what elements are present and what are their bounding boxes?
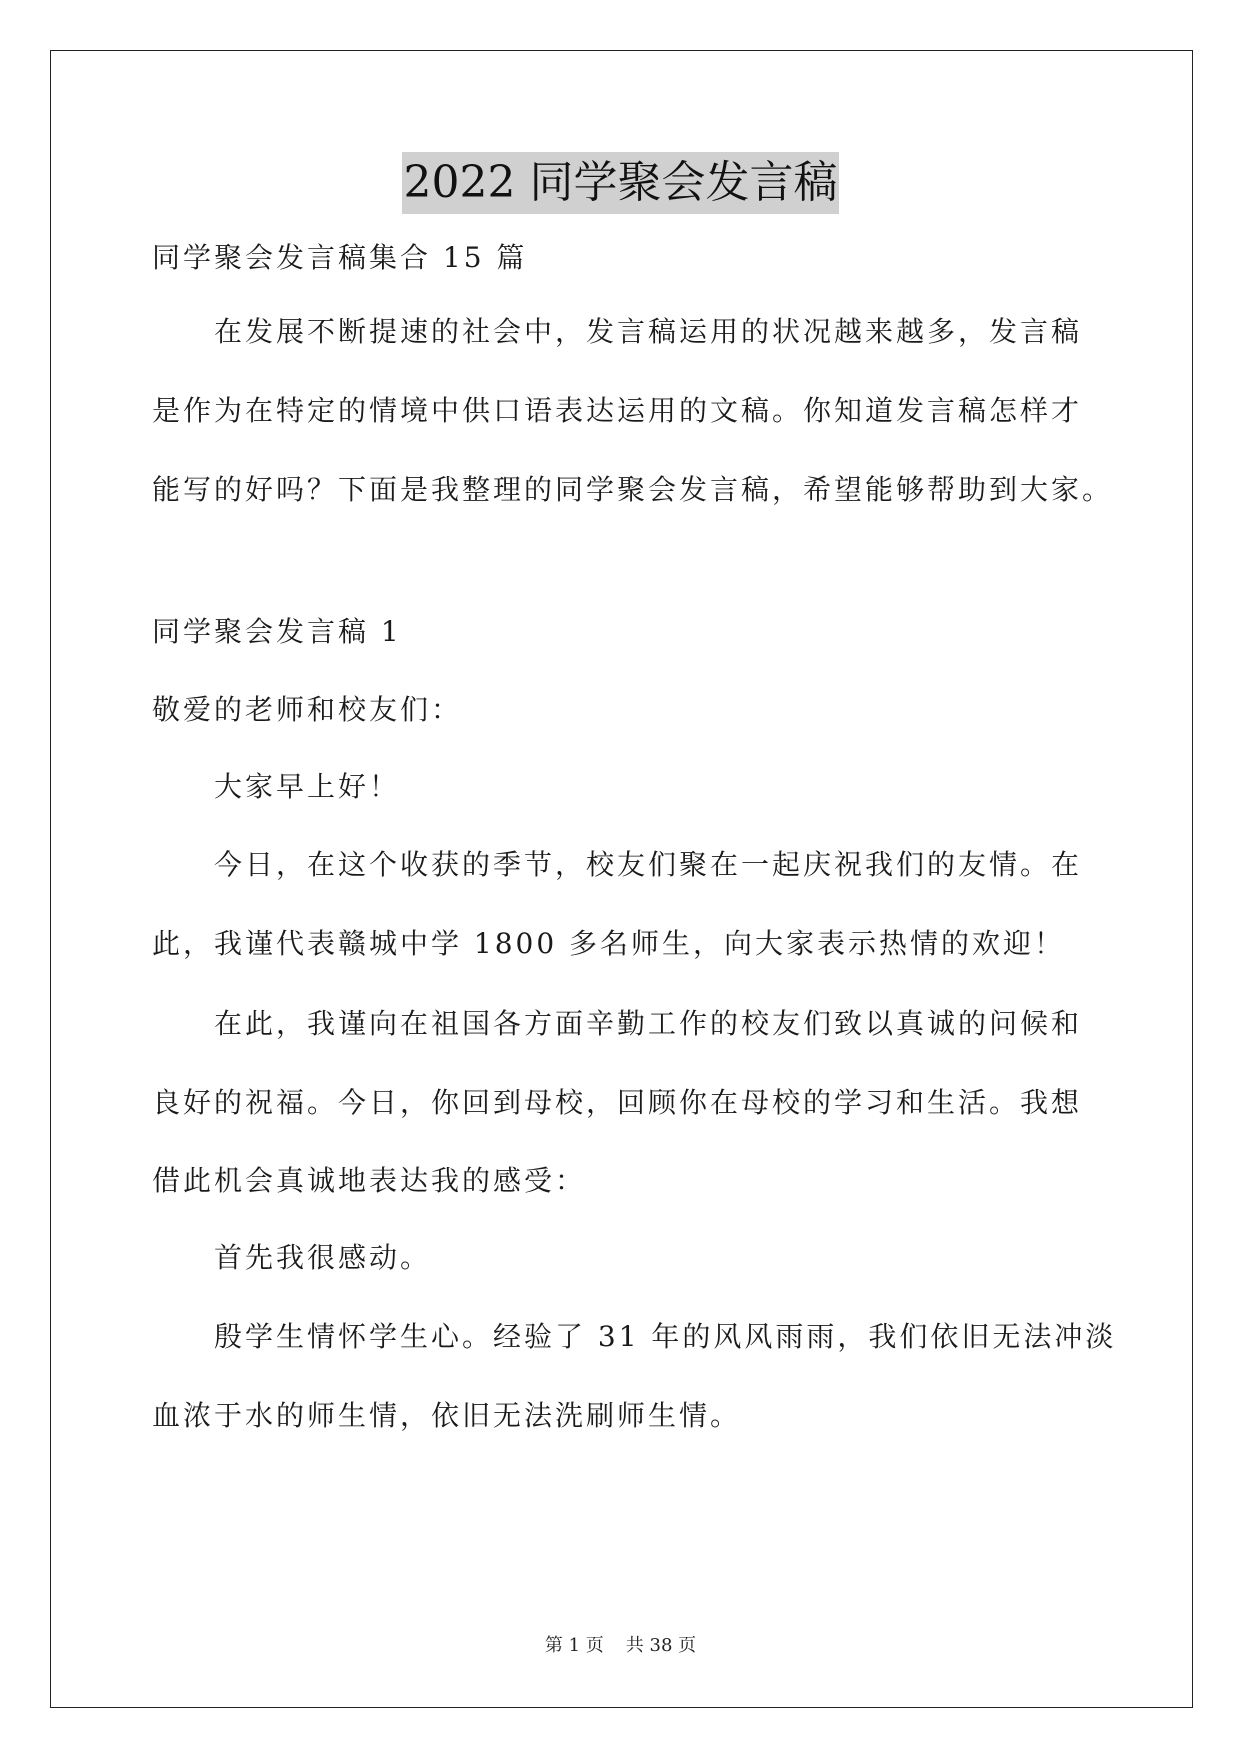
document-title <box>0 152 1241 216</box>
body-paragraph-line: 首先我很感动。 <box>214 1241 432 1274</box>
body-paragraph-line: 血浓于水的师生情，依旧无法洗刷师生情。 <box>152 1399 742 1432</box>
intro-paragraph-line: 能写的好吗？下面是我整理的同学聚会发言稿，希望能够帮助到大家。 <box>152 473 1114 506</box>
page-total: 共 38 页 <box>625 1635 697 1656</box>
collection-subtitle: 同学聚会发言稿集合 15 篇 <box>152 241 528 274</box>
intro-paragraph-line: 是作为在特定的情境中供口语表达运用的文稿。你知道发言稿怎样才 <box>152 394 1083 427</box>
body-paragraph-line: 今日，在这个收获的季节，校友们聚在一起庆祝我们的友情。在 <box>214 848 1083 881</box>
body-paragraph-line: 良好的祝福。今日，你回到母校，回顾你在母校的学习和生活。我想 <box>152 1086 1083 1119</box>
intro-paragraph-line: 在发展不断提速的社会中，发言稿运用的状况越来越多，发言稿 <box>214 315 1083 348</box>
greeting: 大家早上好！ <box>214 770 401 803</box>
salutation: 敬爱的老师和校友们： <box>152 693 463 726</box>
body-paragraph-line: 借此机会真诚地表达我的感受： <box>152 1164 587 1197</box>
body-paragraph-line: 此，我谨代表赣城中学 1800 多名师生，向大家表示热情的欢迎！ <box>152 927 1066 960</box>
document-title-text: 2022 同学聚会发言稿 <box>402 152 840 214</box>
page-number: 第 1 页 <box>544 1635 604 1656</box>
body-paragraph-line: 在此，我谨向在祖国各方面辛勤工作的校友们致以真诚的问候和 <box>214 1007 1083 1040</box>
body-paragraph-line: 殷学生情怀学生心。经验了 31 年的风风雨雨，我们依旧无法冲淡 <box>214 1320 1117 1353</box>
section-heading: 同学聚会发言稿 1 <box>152 615 402 648</box>
page-footer <box>0 1634 1241 1658</box>
